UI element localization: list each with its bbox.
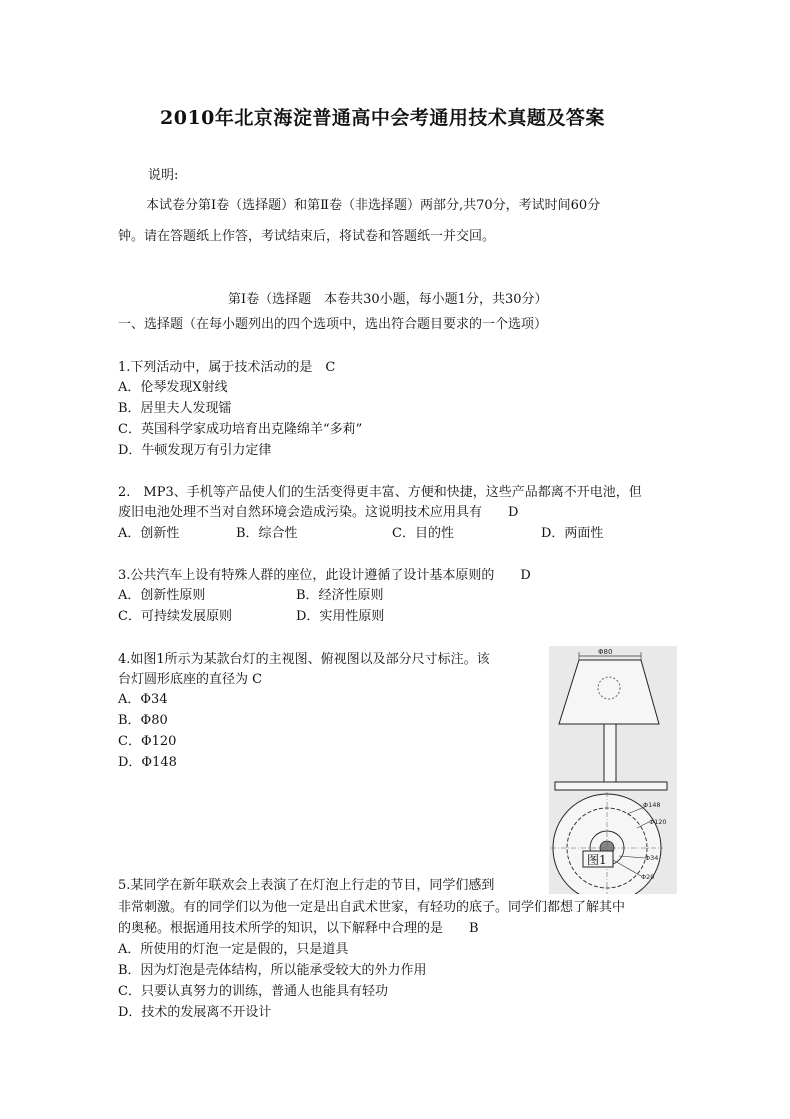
figure-caption: 图1 xyxy=(587,853,607,867)
q5-option-c: C．只要认真努力的训练，普通人也能具有轻功 xyxy=(118,984,388,999)
dim-label-34: Φ34 xyxy=(645,854,659,862)
q5-option-a: A．所使用的灯泡一定是假的，只是道具 xyxy=(118,942,349,957)
dim-label-120: Φ120 xyxy=(649,818,667,826)
dim-label-148: Φ148 xyxy=(643,801,661,809)
q1-option-b: B．居里夫人发现镭 xyxy=(118,401,232,416)
q4-option-c: C．Φ120 xyxy=(118,734,177,749)
q4-option-a: A．Φ34 xyxy=(118,692,168,707)
q1-option-d: D．牛顿发现万有引力定律 xyxy=(118,443,272,458)
q4-stem-line-1: 4.如图1所示为某款台灯的主视图、俯视图以及部分尺寸标注。该 xyxy=(118,652,490,667)
q2-stem-line-1: 2. MP3、手机等产品使人们的生活变得更丰富、方便和快捷，这些产品都离不开电池，但 xyxy=(118,485,642,500)
q5-stem-line-2: 非常刺激。有的同学们以为他一定是出自武术世家，有轻功的底子。同学们都想了解其中 xyxy=(118,900,626,915)
lamp-drawing xyxy=(549,646,677,894)
q3-option-d: D．实用性原则 xyxy=(296,609,385,624)
section-header: 第Ⅰ卷（选择题 本卷共30小题，每小题1分，共30分） xyxy=(228,292,548,307)
q2-option-d: D．两面性 xyxy=(541,526,604,541)
q3-option-c: C．可持续发展原则 xyxy=(118,609,232,624)
lamp-base xyxy=(555,782,667,790)
q4-option-d: D．Φ148 xyxy=(118,755,177,770)
dim-label-80: Φ80 xyxy=(598,648,613,656)
dim-label-20: Φ20 xyxy=(641,873,655,881)
lamp-stem xyxy=(604,724,616,782)
q5-stem-line-1: 5.某同学在新年联欢会上表演了在灯泡上行走的节目，同学们感到 xyxy=(118,878,495,893)
section-instruction: 一、选择题（在每小题列出的四个选项中，选出符合题目要求的一个选项） xyxy=(118,317,548,332)
page-title: 2010年北京海淀普通高中会考通用技术真题及答案 xyxy=(160,107,605,129)
q3-option-a: A．创新性原则 xyxy=(118,588,206,603)
intro-label: 说明: xyxy=(148,168,179,183)
q1-option-a: A．伦琴发现X射线 xyxy=(118,380,228,395)
intro-line-1: 本试卷分第Ⅰ卷（选择题）和第Ⅱ卷（非选择题）两部分,共70分，考试时间60分 xyxy=(146,198,601,213)
intro-line-2: 钟。请在答题纸上作答，考试结束后，将试卷和答题纸一并交回。 xyxy=(118,229,496,244)
q1-stem: 1.下列活动中，属于技术活动的是 C xyxy=(118,360,336,375)
q1-option-c: C．英国科学家成功培育出克隆绵羊“多莉” xyxy=(118,422,363,437)
q2-stem-line-2: 废旧电池处理不当对自然环境会造成污染。这说明技术应用具有 D xyxy=(118,505,519,520)
q5-option-d: D．技术的发展离不开设计 xyxy=(118,1005,272,1020)
q4-option-b: B．Φ80 xyxy=(118,713,168,728)
q3-option-b: B．经济性原则 xyxy=(296,588,384,603)
q4-stem-line-2: 台灯圆形底座的直径为 C xyxy=(118,672,263,687)
q2-option-b: B．综合性 xyxy=(236,526,298,541)
q2-option-a: A．创新性 xyxy=(118,526,180,541)
q5-option-b: B．因为灯泡是壳体结构，所以能承受较大的外力作用 xyxy=(118,963,427,978)
q2-option-c: C．目的性 xyxy=(392,526,454,541)
lamp-figure xyxy=(549,646,677,894)
q3-stem: 3.公共汽车上设有特殊人群的座位，此设计遵循了设计基本原则的 D xyxy=(118,568,531,583)
q5-stem-line-3: 的奥秘。根据通用技术所学的知识，以下解释中合理的是 B xyxy=(118,921,479,936)
